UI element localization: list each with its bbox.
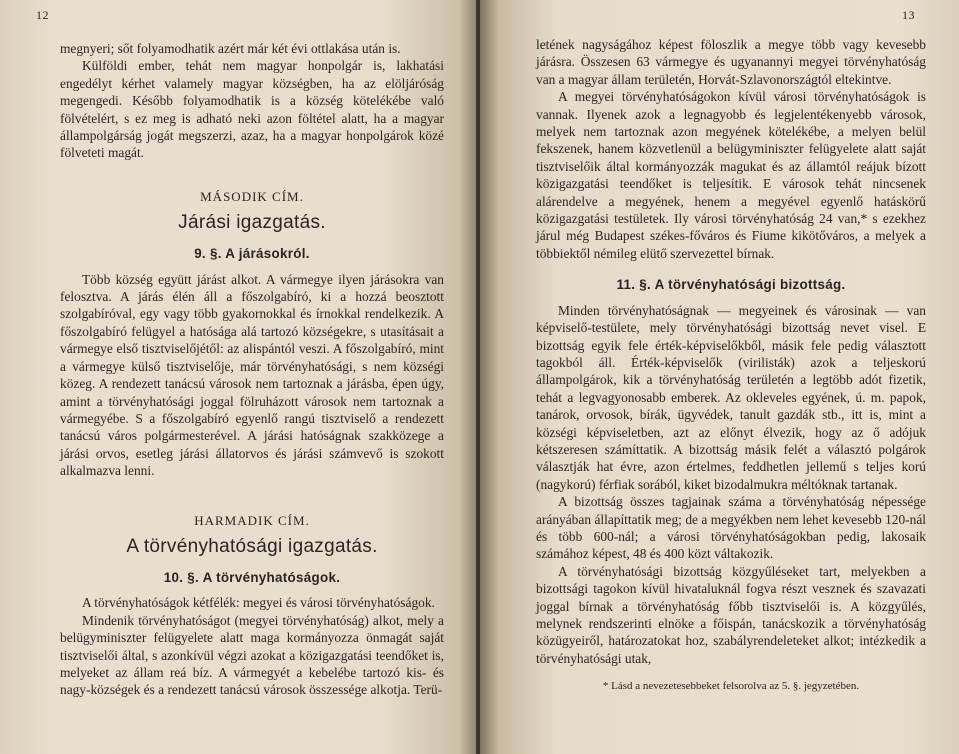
- footnote: * Lásd a nevezetesebbeket felsorolva az 5. §. jegyzetében.: [602, 680, 860, 693]
- chapter-title-2: Járási igazgatás.: [178, 212, 326, 234]
- section-10-title: 10. §. A törvényhatóságok.: [163, 569, 341, 585]
- left-paragraph-2: Külföldi ember, tehát nem magyar honpolgár is, lakhatási engedélyt kérhet valamely magyar községben, ha az elöljáróság megengedi. Később folyamodhatik is a község kötelékébe való fölvételért, s ez meg is adható neki azon föltétel alatt, ha a magyar állampolgárság jogát megszerzi, azaz, ha a magyar honpolgárok közé fölveteti magát.: [60, 58, 444, 161]
- section-11-paragraph-3: A törvényhatósági bizottság közgyűléseket tart, melyekben a bizottsági tagokon kívül hivataluknál fogva részt vesznek és szavazati joggal bírnak a törvényhatóság főbb tisztviselői is. A közgyűlés, melynek rendszerinti elnöke a főispán, tanácskozik a törvényhatóság közügyeiről, határozatokat hoz, szabályrendeleteket alkot; intézkedik a törvényhatósági utak,: [536, 563, 926, 666]
- section-9-text: Több község együtt járást alkot. A vármegye ilyen járásokra van felosztva. A járás élén áll a főszolgabíró, ki a hozzá beosztott szolgabíróval, egy vagy több gyakornokkal és írnokkal rendelkezik. A főszolgabíró felügyel a hatósága alá tartozó községekre, s utasításait a vármegye első tisztviselőjétől: az alispántól veszi. A főszolgabíró, mint a vármegye külső tisztviselője, már törvényhatósági, s nem községi közeg. A rendezett tanácsú városok nem tartoznak a járásba, épen úgy, amint a törvényhatósági joggal fölruházott városok nem tartoznak a vármegyébe. S a főszolgabíró egyenlő rangú tisztviselő a rendezett tanácsú város polgármesterével. A járási hatóságnak szakközege a járási orvos, esetleg járási állatorvos és járási számvevő is szokott alkalmazva lenni.: [60, 271, 444, 479]
- chapter-title-3: A törvényhatósági igazgatás.: [126, 535, 378, 557]
- right-paragraph-cities: A megyei törvényhatóságokon kívül városi törvényhatóságok is vannak. Ilyenek azok a legnagyobb és legjelentékenyebb városok, melyek nem tartoznak azon megyének kötelékébe, a melyen belül fekszenek, hanem közvetlenül a belügyminiszter felügyelete alatt saját tisztviselőik által kormányozzák magukat és az államtól reájuk bízott közigazgatási teendőket is teljesítik. E városok tehát nincsenek alárendelve a megyének, henem a megyével egyenlő hatáskörű közigazgatási testületek. Ily városi törvényhatóság 24 van,* s ezekhez járul még Budapest székes-főváros és Fiume kikötőváros, a melyek a többiektől némileg elütő szervezettel bírnak.: [536, 89, 926, 261]
- chapter-label-3: HARMADIK CÍM.: [194, 512, 310, 528]
- right-paragraph-1: letének nagyságához képest föloszlik a megye több vagy kevesebb járásra. Összesen 63 vármegye és ugyanannyi megyei törvényhatóság van a magyar állam területén, Horvát-Szlavonországtól eltekintve.: [536, 37, 926, 87]
- page-number-left: 12: [36, 8, 49, 22]
- section-9-title: 9. §. A járásokról.: [194, 246, 310, 262]
- right-text-column: [536, 36, 926, 693]
- section-10-paragraph-1: A törvényhatóságok kétfélék: megyei és városi törvényhatóságok.: [82, 595, 435, 611]
- right-page: [480, 0, 959, 754]
- left-page: [0, 0, 478, 754]
- chapter-label-2: MÁSODIK CÍM.: [200, 188, 304, 204]
- section-11-paragraph-1: Minden törvényhatóságnak — megyeinek és városinak — van képviselő-testülete, mely törvényhatósági bizottság nevet visel. E bizottság egyik fele érték-képviselőkből, másik fele pedig választott tagokból áll. Érték-képviselők (virilisták) azok a teljeskorú állampolgárok, kik a törvényhatóság területén a legtöbb adót fizetik, tehát a legvagyonosabb emberek. Az okleveles egyének, ú. m. papok, tanárok, orvosok, bírák, ügyvédek, tanult gazdák stb., itt is, mint a községi képviseletben, azt az előnyt élvezik, hogy az ő adójuk kétszeresen számíttatik. A bizottság másik felét a választó polgárok választják hat évre, azon értelmes, feddhetlen jellemű s teljes korú (nagykorú) férfiak sorából, kiket bizodalmukra méltóknak tartanak.: [536, 302, 926, 492]
- left-text-column: [60, 40, 444, 699]
- left-paragraph-1: megnyeri; sőt folyamodhatik azért már két évi ottlakása után is.: [60, 41, 401, 56]
- section-11-paragraph-2: A bizottság összes tagjainak száma a törvényhatóság népessége arányában állapíttatik meg; de a megyékben nem lehet kevesebb 120-nál és több 600-nál; a városi törvényhatóságokban pedig, lakosaik számához képest, 48 és 400 közt váltakozik.: [536, 494, 926, 562]
- section-10-paragraph-2: Mindenik törvényhatóságot (megyei törvényhatóság) alkot, mely a belügyminiszter felügyelete alatt maga kormányozza önmagát saját tisztviselői által, s azonkívül végzi azokat a közigazgatási teendőket is, melyeket az állam reá bíz. A vármegyét a kebelébe tartozó kis- és nagy-községek és a rendezett tanácsú városok összessége alkotja. Terü-: [60, 612, 444, 698]
- page-number-right: 13: [902, 8, 915, 22]
- section-11-title: 11. §. A törvényhatósági bizottság.: [616, 277, 846, 293]
